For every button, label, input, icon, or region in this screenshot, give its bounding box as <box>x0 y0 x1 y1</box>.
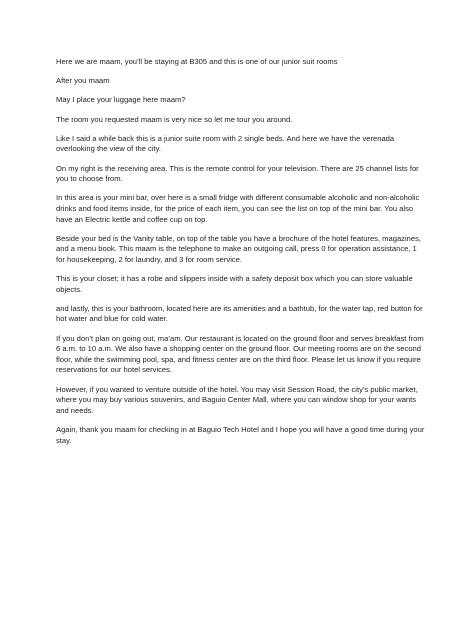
paragraph: Again, thank you maam for checking in at Baguio Tech Hotel and I hope you will have a good time during your stay. <box>56 424 425 445</box>
paragraph: After you maam <box>56 76 110 86</box>
paragraph: If you don’t plan on going out, ma’am. Our restaurant is located on the ground floor and serves breakfast from 6 a.m. to 10 a.m. We also have a shopping center on the ground floor. Our meeting rooms are on the second floor, while the swimming pool, spa, and fitness center are on the third floor. Please let us know if you require reservations for our hotel services. <box>56 333 424 375</box>
paragraph: Here we are maam, you’ll be staying at B305 and this is one of our junior suit rooms <box>56 57 338 66</box>
paragraph: Beside your bed is the Vanity table, on top of the table you have a brochure of the hotel features, magazines, and a menu book. This maam is the telephone to make an outgoing call, press 0 for operation assistance, 1 for housekeeping, 2 for laundry, and 3 for room service. <box>56 233 422 264</box>
paragraph: In this area is your mini bar, over here is a small fridge with different consumable alcoholic and non-alcoholic drinks and food items inside, for the price of each item, you can see the list on top of the mini bar. You also have an Electric kettle and coffee cup on top. <box>56 193 420 224</box>
paragraph: On my right is the receiving area. This is the remote control for your television. There are 25 channel lists for you to choose from. <box>56 163 419 184</box>
paragraph: May I place your luggage here maam? <box>56 95 186 105</box>
document-body <box>56 57 426 455</box>
paragraph: and lastly, this is your bathroom, located here are its amenities and a bathtub, for the water tap, red button for hot water and blue for cold water. <box>56 303 423 324</box>
paragraph: However, if you wanted to venture outside of the hotel. You may visit Session Road, the city’s public market, where you may buy various souvenirs, and Baguio Center Mall, where you can window shop for your wants and needs. <box>56 384 418 415</box>
paragraph: The room you requested maam is very nice so let me tour you around. <box>56 114 293 124</box>
paragraph: Like I said a while back this is a junior suite room with 2 single beds. And here we have the verenada overlooking the view of the city. <box>56 133 395 154</box>
paragraph: This is your closet; it has a robe and slippers inside with a safety deposit box which you can store valuable objects. <box>56 274 413 294</box>
